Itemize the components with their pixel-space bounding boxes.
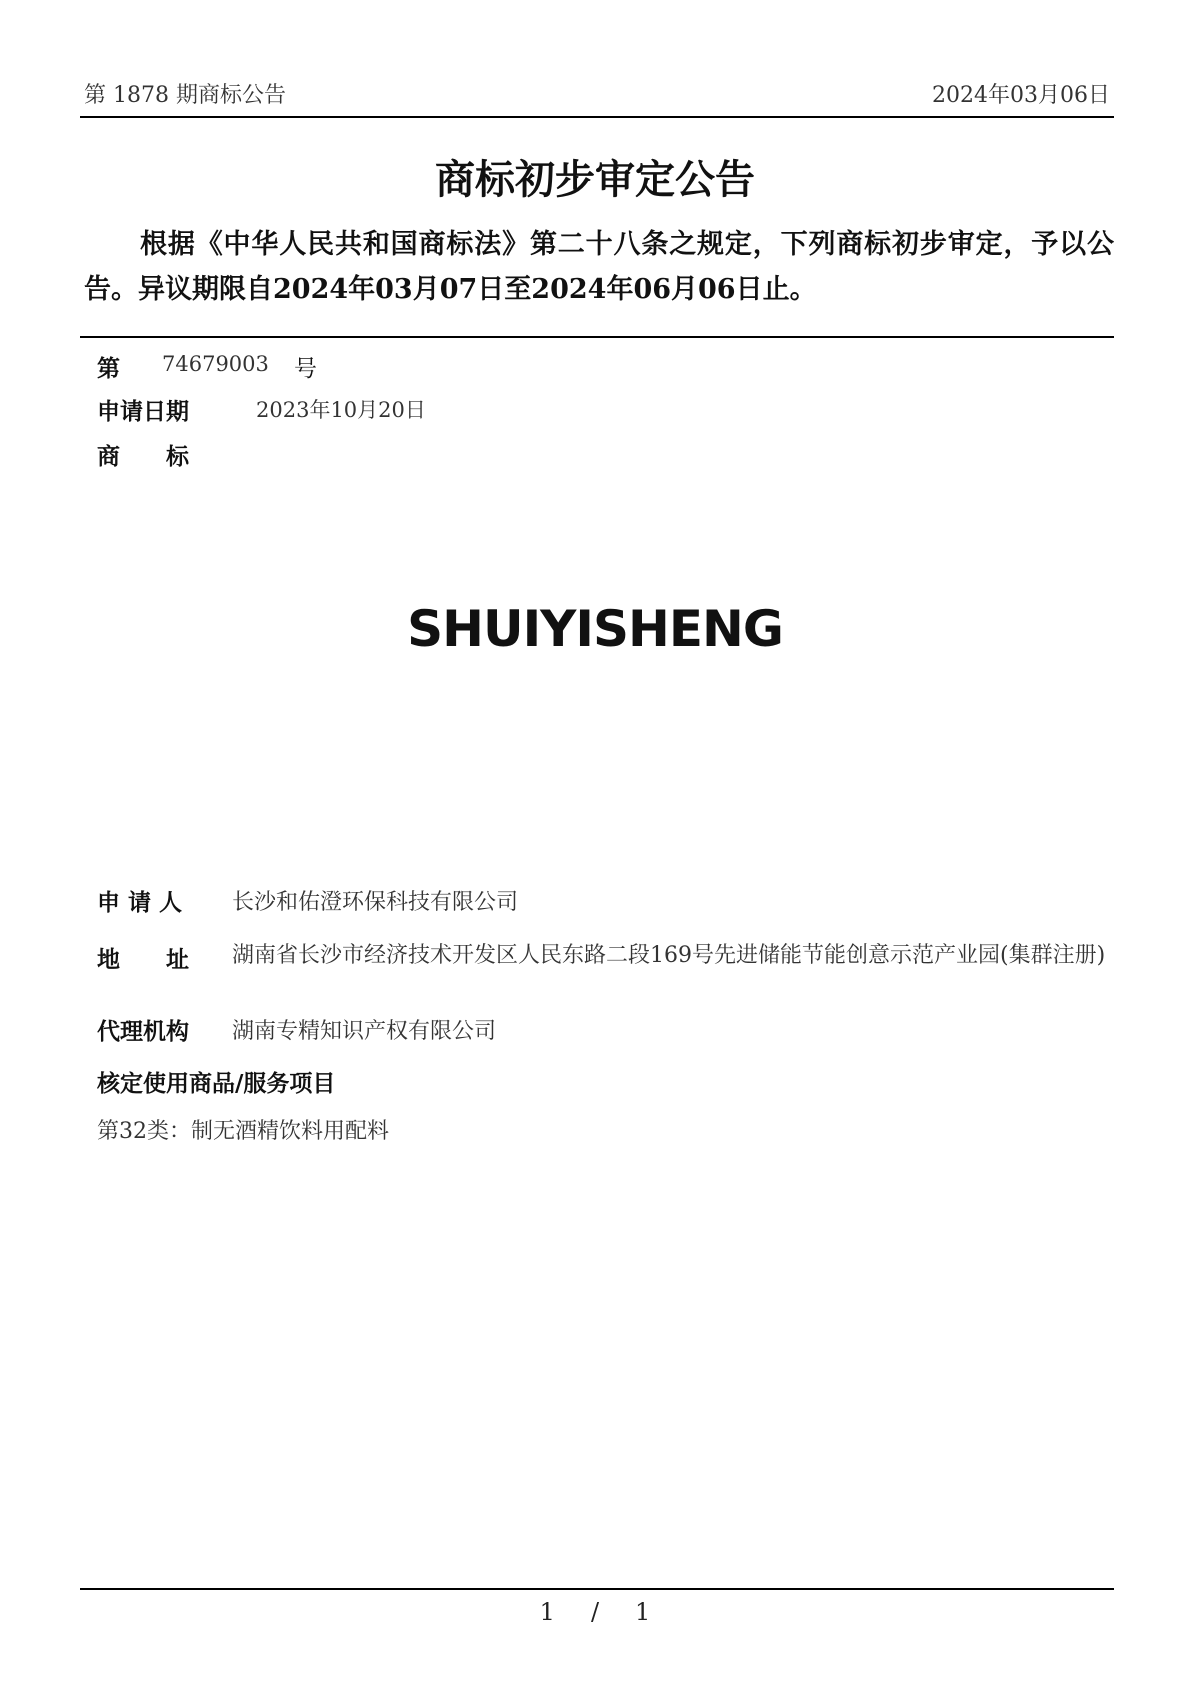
mark-label: 商 标 [97, 444, 189, 470]
agent: 湖南专精知识产权有限公司 [232, 1019, 497, 1044]
header-rule [80, 116, 1114, 118]
applicant: 长沙和佑澄环保科技有限公司 [232, 890, 519, 915]
goods-label: 核定使用商品/服务项目 [97, 1071, 336, 1097]
page-number: 1 [539, 1598, 555, 1626]
page-footer [0, 1598, 1190, 1626]
applicant-label: 申 请 人 [97, 890, 183, 916]
footer-rule [80, 1588, 1114, 1590]
number-prefix: 第 [97, 356, 120, 382]
registration-number: 74679003 [162, 352, 269, 376]
goods-list: 第32类：制无酒精饮料用配料 [97, 1119, 389, 1144]
address-label: 地 址 [97, 947, 189, 973]
page-title: 商标初步审定公告 [435, 156, 755, 203]
address: 湖南省长沙市经济技术开发区人民东路二段169号先进储能节能创意示范产业园(集群注册) [232, 943, 1106, 968]
filing-date-label: 申请日期 [97, 399, 189, 425]
header-date: 2024年03月06日 [932, 83, 1110, 108]
agent-label: 代理机构 [97, 1019, 189, 1045]
page-total: 1 [635, 1598, 651, 1626]
header-issue: 第 1878 期商标公告 [84, 83, 286, 108]
filing-date: 2023年10月20日 [256, 398, 426, 422]
number-suffix: 号 [294, 356, 317, 382]
trademark-text: SHUIYISHENG [407, 600, 783, 658]
section-rule [80, 336, 1114, 338]
intro-paragraph: 根据《中华人民共和国商标法》第二十八条之规定，下列商标初步审定，予以公告。异议期限自2024年03月07日至2024年06月06日止。 [84, 229, 1114, 305]
page-separator: / [590, 1598, 600, 1626]
